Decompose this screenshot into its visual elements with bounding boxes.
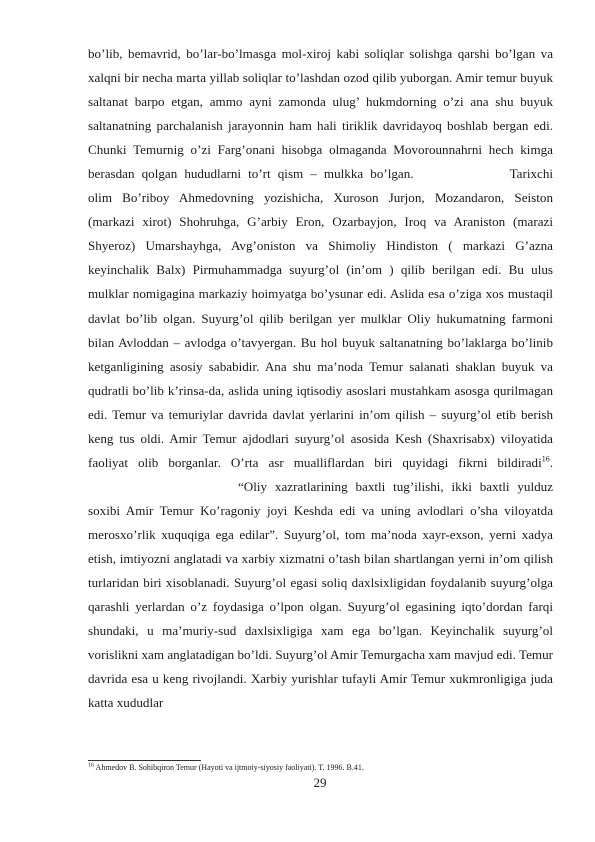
paragraph-3-text: “Oliy xazratlarining baxtli tug’ilishi, ikki baxtli yulduz soxibi Amir Temur Ko’ragoniy joyi Keshda edi va uning avlodlari o’sha viloyatda merosxo’rlik xuquqiga ega edilar”. Suyurg’ol, tom ma’noda xayr-exson, yerni xadya etish, imtiyozni anglatadi va xarbiy xizmatni o’tash bilan shartlangan yerni in’om qilish turlaridan biri xisoblanadi. Suyurg’ol egasi soliq daxlsixligidan foydalanib suyurg’olga qarashli yerlardan o’z foydasiga o’lpon olgan. Suyurg’ol egasining iqto’dordan farqi shundaki, u ma’muriy-sud daxlsixligiga xam ega bo’lgan. Keyinchalik suyurg’ol vorislikni xam anglatadigan bo’ldi. Suyurg’ol Amir Temurgacha xam mavjud edi. Temur davrida esa u keng rivojlandi. Xarbiy yurishlar tufayli Amir Temur xukmronligiga juda katta xududlar [88,478,553,711]
body-text [88,42,553,715]
paragraph-1-text: bo’lib, bemavrid, bo’lar-bo’lmasga mol-xiroj kabi soliqlar solishga qarshi bo’lgan va xalqni bir necha marta yillab soliqlar to’lashdan ozod qilib yuborgan. Amir temur buyuk saltanat barpo etgan, ammo ayni zamonda ulug’ hukmdorning o’zi ana shu buyuk saltanatning parchalanish jarayonnin ham hali tiriklik davridayoq boshlab bergan edi. Chunki Temurnig o’zi Farg’onani hisobga olmaganda Movorounnahrni hech kimga berasdan qolgan hududlarni to’rt qism – mulkka bo’lgan. [88,46,553,182]
footnote-marker: 16 [88,762,94,769]
page-number: 29 [313,775,327,790]
footnote-text: Ahmedov B. Sohibqiron Temur (Hayoti va ijtmoiy-siyosiy faoliyati). T. 1996. B.41. [94,763,364,772]
paragraph-1 [88,42,553,715]
paragraph-2-tail: . [549,454,553,470]
paragraph-2-text: Tarixchi olim Bo’riboy Ahmedovning yozishicha, Xuroson Jurjon, Mozandaron, Seiston (markazi xirot) Shohruhga, G’arbiy Eron, Ozarbayjon, Iroq va Araniston (marazi Shyeroz) Umarshayhga, Avg’oniston va Shimoliy Hindiston ( markazi G’azna keyinchalik Balx) Pirmuhammadga suyurg’ol (in’om ) qilib berilgan edi. Bu ulus mulklar nomigagina markaziy hoimyatga bo’ysunar edi. Aslida esa o’ziga xos mustaqil davlat bo’lib olgan. Suyurg’ol qilib berilgan yer mulklar Oliy hukumatning farmoni bilan Avloddan – avlodga o’tavyergan. Bu hol buyuk saltanatning bo’laklarga bo’linib ketganligining asosiy sababidir. Ana shu ma’noda Temur salanati shaklan buyuk va qudratli bo’lib k’rinsa-da, aslida uning iqtisodiy asoslari mustahkam asosga qurilmagan edi. Temur va temuriylar davrida davlat yerlarini in’om qilish – suyurg’ol etib berish keng tus oldi. Amir Temur ajdodlari suyurg’ol asosida Kesh (Shaxrisabx) viloyatida faoliyat olib borganlar. O’rta asr mualliflardan biri quyidagi fikrni bildiradi [88,166,553,470]
footnote-separator [88,760,201,761]
footnote [88,763,553,773]
footnote-reference[interactable]: 16 [541,454,550,464]
